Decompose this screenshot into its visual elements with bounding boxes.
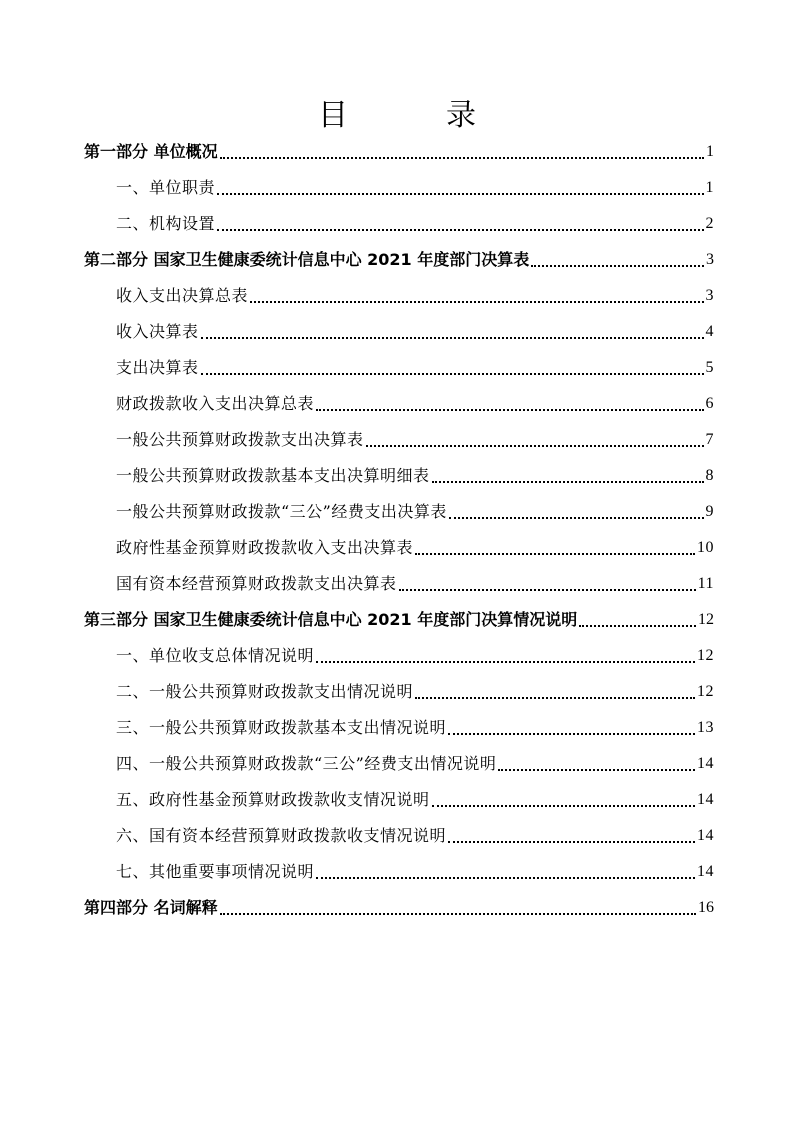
toc-entry-unit-duties[interactable] <box>116 170 714 206</box>
toc-entry-label: 四、一般公共预算财政拨款“三公”经费支出情况说明 <box>116 754 497 773</box>
toc-entry-label: 第一部分 单位概况 <box>84 142 218 161</box>
toc-entry-page: 10 <box>697 539 714 556</box>
toc-entry-label: 支出决算表 <box>116 358 199 377</box>
toc-entry-general-expense-explanation[interactable] <box>116 674 714 710</box>
toc-entry-part-3[interactable] <box>84 602 714 638</box>
toc-entry-overall-explanation[interactable] <box>116 638 714 674</box>
toc-entry-page: 1 <box>705 179 714 196</box>
toc-entry-label: 第四部分 名词解释 <box>84 898 218 917</box>
toc-entry-general-budget-expense[interactable] <box>116 422 714 458</box>
toc-entry-other-matters[interactable] <box>116 854 714 890</box>
page-title: 目 录 <box>318 98 510 133</box>
toc-entry-page: 6 <box>705 395 714 412</box>
toc-entry-page: 12 <box>698 611 714 628</box>
toc-entry-three-public-explanation[interactable] <box>116 746 714 782</box>
toc-entry-label: 一般公共预算财政拨款“三公”经费支出决算表 <box>116 502 447 521</box>
dot-leader <box>498 769 695 771</box>
dot-leader <box>316 877 695 879</box>
toc-entry-page: 12 <box>697 647 714 664</box>
toc-entry-page: 5 <box>705 359 714 376</box>
toc-entry-label: 六、国有资本经营预算财政拨款收支情况说明 <box>116 826 447 845</box>
toc-entry-page: 11 <box>697 575 714 592</box>
toc-entry-label: 七、其他重要事项情况说明 <box>116 862 315 881</box>
toc-entry-page: 14 <box>697 755 714 772</box>
toc-entry-label: 三、一般公共预算财政拨款基本支出情况说明 <box>116 718 447 737</box>
toc-entry-state-capital-explanation[interactable] <box>116 818 714 854</box>
toc-entry-organization[interactable] <box>116 206 714 242</box>
dot-leader <box>415 697 695 699</box>
toc-entry-label: 政府性基金预算财政拨款收入支出决算表 <box>116 538 414 557</box>
toc-entry-page: 12 <box>697 683 714 700</box>
toc-entry-basic-expense-detail[interactable] <box>116 458 714 494</box>
toc-entry-label: 收入决算表 <box>116 322 199 341</box>
toc-entry-label: 二、一般公共预算财政拨款支出情况说明 <box>116 682 414 701</box>
toc-entry-page: 8 <box>705 467 714 484</box>
toc-entry-expense-table[interactable] <box>116 350 714 386</box>
dot-leader <box>449 517 704 519</box>
dot-leader <box>201 337 704 339</box>
toc-entry-label: 五、政府性基金预算财政拨款收支情况说明 <box>116 790 430 809</box>
toc-entry-label: 一般公共预算财政拨款基本支出决算明细表 <box>116 466 430 485</box>
dot-leader <box>415 553 695 555</box>
toc-entry-page: 14 <box>697 863 714 880</box>
toc-entry-part-2[interactable] <box>84 242 714 278</box>
dot-leader <box>217 193 703 195</box>
toc-entry-page: 16 <box>698 899 714 916</box>
dot-leader <box>432 481 704 483</box>
toc-entry-label: 第三部分 国家卫生健康委统计信息中心 2021 年度部门决算情况说明 <box>84 610 578 629</box>
dot-leader <box>201 373 704 375</box>
toc-entry-label: 财政拨款收入支出决算总表 <box>116 394 315 413</box>
toc-entry-label: 二、机构设置 <box>116 214 216 233</box>
toc-entry-label: 国有资本经营预算财政拨款支出决算表 <box>116 574 397 593</box>
dot-leader <box>579 625 696 627</box>
toc-entry-label: 一般公共预算财政拨款支出决算表 <box>116 430 364 449</box>
toc-entry-page: 1 <box>706 143 714 160</box>
toc-entry-income-expense-summary[interactable] <box>116 278 714 314</box>
dot-leader <box>250 301 703 303</box>
toc-entry-income-table[interactable] <box>116 314 714 350</box>
dot-leader <box>220 913 696 915</box>
toc-entry-basic-expense-explanation[interactable] <box>116 710 714 746</box>
dot-leader <box>316 409 703 411</box>
toc-entry-fiscal-summary[interactable] <box>116 386 714 422</box>
dot-leader <box>217 229 703 231</box>
toc-entry-page: 3 <box>705 287 714 304</box>
toc-entry-page: 2 <box>705 215 714 232</box>
dot-leader <box>531 265 704 267</box>
dot-leader <box>366 445 704 447</box>
dot-leader <box>432 805 695 807</box>
dot-leader <box>448 733 695 735</box>
toc-entry-label: 收入支出决算总表 <box>116 286 249 305</box>
toc-entry-three-public-expense[interactable] <box>116 494 714 530</box>
toc-entry-part-4[interactable] <box>84 890 714 926</box>
toc-entry-part-1[interactable] <box>84 134 714 170</box>
toc-entry-page: 4 <box>705 323 714 340</box>
toc-entry-page: 14 <box>697 791 714 808</box>
dot-leader <box>316 661 695 663</box>
toc-entry-page: 3 <box>706 251 714 268</box>
toc-entry-page: 14 <box>697 827 714 844</box>
toc-entry-government-fund[interactable] <box>116 530 714 566</box>
toc-entry-government-fund-explanation[interactable] <box>116 782 714 818</box>
toc-entry-label: 一、单位职责 <box>116 178 216 197</box>
toc-entry-page: 9 <box>705 503 714 520</box>
dot-leader <box>220 157 704 159</box>
toc-entry-label: 一、单位收支总体情况说明 <box>116 646 315 665</box>
toc-entry-page: 7 <box>705 431 714 448</box>
dot-leader <box>448 841 695 843</box>
dot-leader <box>399 589 696 591</box>
toc-entry-page: 13 <box>697 719 714 736</box>
toc-entry-label: 第二部分 国家卫生健康委统计信息中心 2021 年度部门决算表 <box>84 250 530 269</box>
toc-entry-state-capital[interactable] <box>116 566 714 602</box>
